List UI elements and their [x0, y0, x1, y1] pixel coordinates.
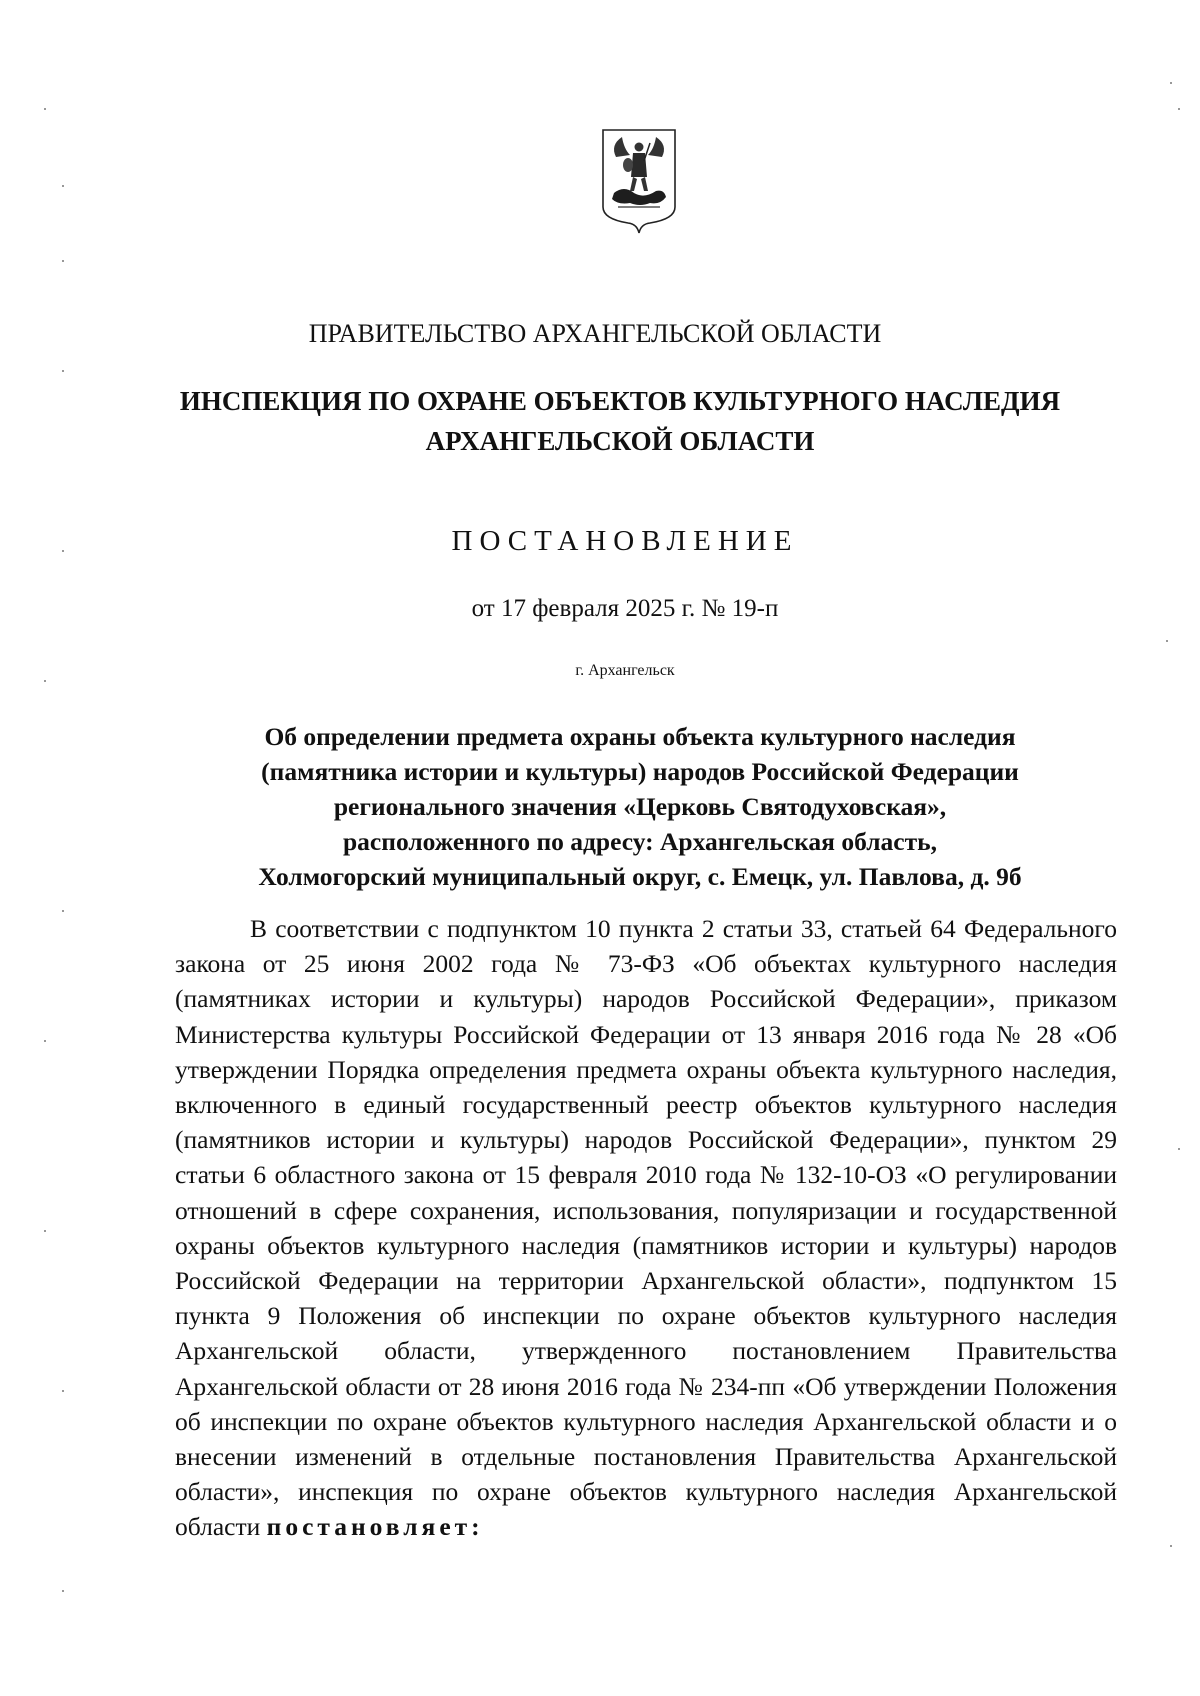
resolves-keyword: постановляет:	[266, 1512, 484, 1542]
scan-speck	[1178, 1148, 1180, 1150]
document-title	[190, 719, 1090, 894]
document-title-line: регионального значения «Церковь Святодуховская»,	[333, 792, 947, 821]
document-title-line: Об определении предмета охраны объекта культурного наследия	[264, 722, 1016, 751]
scan-speck	[62, 260, 64, 262]
coat-of-arms-icon	[600, 127, 678, 235]
document-type: ПОСТАНОВЛЕНИЕ	[451, 525, 799, 557]
document-title-line: расположенного по адресу: Архангельская область,	[343, 827, 937, 856]
document-title-line: Холмогорский муниципальный округ, с. Емецк, ул. Павлова, д. 9б	[258, 862, 1022, 891]
scan-speck	[62, 910, 64, 912]
scan-speck	[1170, 1545, 1172, 1547]
scan-speck	[1178, 108, 1180, 110]
document-title-line: (памятника истории и культуры) народов Российской Федерации	[261, 757, 1019, 786]
scan-speck	[62, 370, 64, 372]
scan-speck	[44, 680, 46, 682]
document-date-number: от 17 февраля 2025 г. № 19-п	[471, 595, 779, 622]
scan-speck	[62, 1590, 64, 1592]
inspection-name	[120, 381, 1120, 461]
scan-speck	[44, 108, 46, 110]
scan-speck	[62, 550, 64, 552]
preamble-paragraph	[175, 911, 1117, 1545]
scan-speck	[62, 185, 64, 187]
preamble-text: В соответствии с подпунктом 10 пункта 2 статьи 33, статьей 64 Федерального закона от 25 июня 2002 года № 73-ФЗ «Об объектах культурного наследия (памятниках истории и культуры) народов Российской Федерации», приказом Министерства культуры Российской Федерации от 13 января 2016 года № 28 «Об утверждении Порядка определения предмета охраны объекта культурного наследия, включенного в единый государственный реестр объектов культурного наследия (памятников истории и культуры) народов Российской Федерации», пунктом 29 статьи 6 областного закона от 15 февраля 2010 года № 132-10-ОЗ «О регулировании отношений в сфере сохранения, использования, популяризации и государственной охраны объектов культурного наследия (памятников истории и культуры) народов Российской Федерации на территории Архангельской области», подпунктом 15 пункта 9 Положения об инспекции по охране объектов культурного наследия Архангельской области, утвержденного постановлением Правительства Архангельской области от 28 июня 2016 года № 234-пп «Об утверждении Положения об инспекции по охране объектов культурного наследия Архангельской области и о внесении изменений в отдельные постановления Правительства Архангельской области», инспекция по охране объектов культурного наследия Архангельской области	[175, 914, 1117, 1542]
inspection-name-line-2: АРХАНГЕЛЬСКОЙ ОБЛАСТИ	[425, 426, 815, 456]
government-name: ПРАВИТЕЛЬСТВО АРХАНГЕЛЬСКОЙ ОБЛАСТИ	[308, 319, 882, 348]
document-city: г. Архангельск	[575, 662, 675, 679]
scan-speck	[1170, 82, 1172, 84]
scan-speck	[62, 1390, 64, 1392]
inspection-name-line-1: ИНСПЕКЦИЯ ПО ОХРАНЕ ОБЪЕКТОВ КУЛЬТУРНОГО НАСЛЕДИЯ	[179, 386, 1061, 416]
scan-speck	[44, 1230, 46, 1232]
scan-speck	[44, 1040, 46, 1042]
scan-speck	[1166, 640, 1168, 642]
